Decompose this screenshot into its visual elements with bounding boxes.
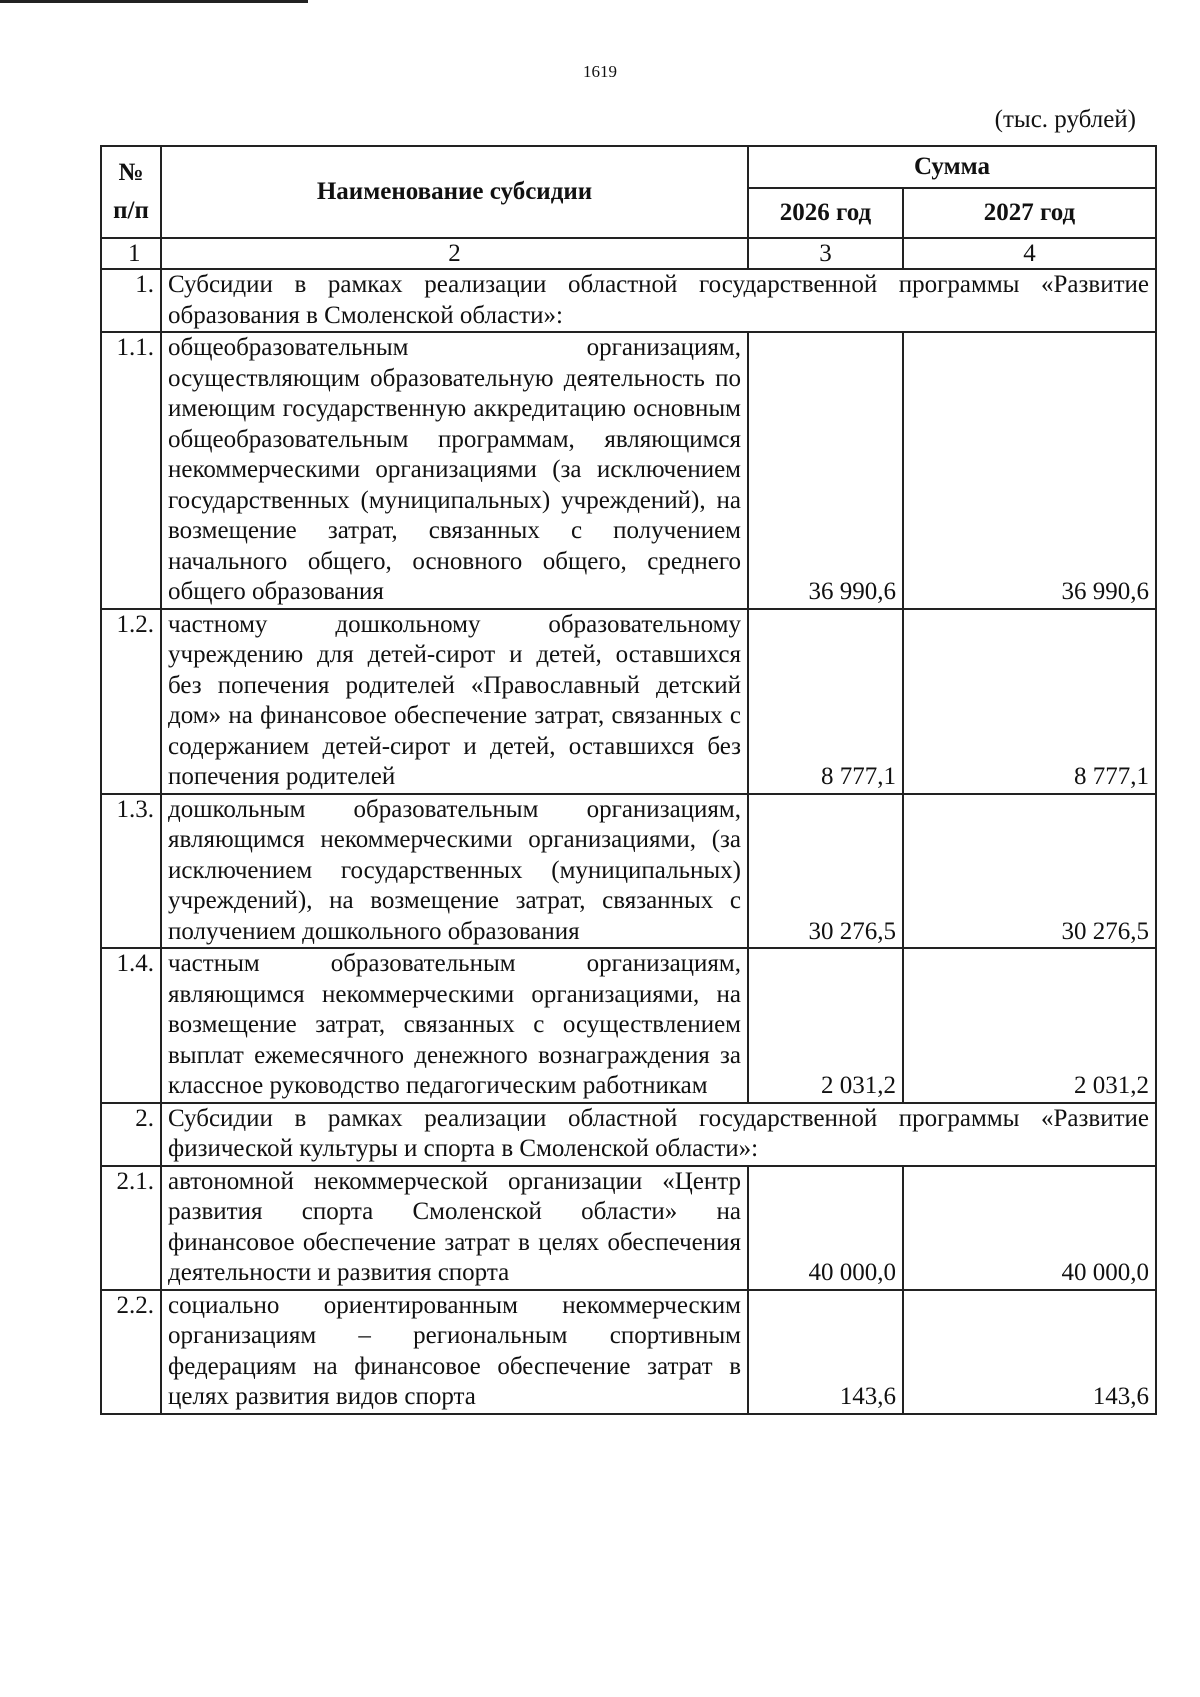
- table-row: [101, 794, 1156, 949]
- amount-2026: 2 031,2: [748, 948, 903, 1103]
- row-number: 1.2.: [101, 609, 161, 794]
- subsidy-name: частному дошкольному образовательному учреждению для детей-сирот и детей, оставшихся без попечения родителей «Православный детский дом» на финансовое обеспечение затрат, связанных с содержанием детей-сирот и детей, оставшихся без попечения родителей: [161, 609, 748, 794]
- amount-2027: 30 276,5: [903, 794, 1156, 949]
- header-number: № п/п: [101, 146, 161, 238]
- section-title: Субсидии в рамках реализации областной государственной программы «Развитие образования в Смоленской области»:: [161, 269, 1156, 332]
- header-sum: Сумма: [748, 146, 1156, 188]
- table-row: [101, 948, 1156, 1103]
- subsidy-name: социально ориентированным некоммерческим организациям – региональным спортивным федерациям на финансовое обеспечение затрат в целях развития видов спорта: [161, 1290, 748, 1414]
- subsidies-table: [100, 145, 1157, 1415]
- header-row: [101, 146, 1156, 188]
- subsidy-name: общеобразовательным организациям, осуществляющим образовательную деятельность по имеющим государственную аккредитацию основным общеобразовательным программам, являющимся некоммерческими организациями (за исключением государственных (муниципальных) учреждений), на возмещение затрат, связанных с получением начального общего, основного общего, среднего общего образования: [161, 332, 748, 609]
- index-row: [101, 238, 1156, 269]
- index-cell: 4: [903, 238, 1156, 269]
- subsidy-name: дошкольным образовательным организациям, являющимся некоммерческими организациями, (за исключением государственных (муниципальных) учреждений), на возмещение затрат, связанных с получением дошкольного образования: [161, 794, 748, 949]
- subsidy-name: автономной некоммерческой организации «Центр развития спорта Смоленской области» на финансовое обеспечение затрат в целях обеспечения деятельности и развития спорта: [161, 1166, 748, 1290]
- section-title: Субсидии в рамках реализации областной государственной программы «Развитие физической культуры и спорта в Смоленской области»:: [161, 1103, 1156, 1166]
- row-number: 1.3.: [101, 794, 161, 949]
- table-row: [101, 332, 1156, 609]
- section-row: [101, 269, 1156, 332]
- row-number: 1.4.: [101, 948, 161, 1103]
- row-number: 1.: [101, 269, 161, 332]
- amount-2026: 143,6: [748, 1290, 903, 1414]
- amount-2026: 8 777,1: [748, 609, 903, 794]
- amount-2027: 143,6: [903, 1290, 1156, 1414]
- index-cell: 2: [161, 238, 748, 269]
- amount-2026: 30 276,5: [748, 794, 903, 949]
- amount-2027: 36 990,6: [903, 332, 1156, 609]
- section-row: [101, 1103, 1156, 1166]
- amount-2027: 40 000,0: [903, 1166, 1156, 1290]
- amount-2027: 8 777,1: [903, 609, 1156, 794]
- table-row: [101, 609, 1156, 794]
- header-year-2026: 2026 год: [748, 188, 903, 238]
- amount-2026: 36 990,6: [748, 332, 903, 609]
- header-year-2027: 2027 год: [903, 188, 1156, 238]
- amount-2027: 2 031,2: [903, 948, 1156, 1103]
- table-row: [101, 1290, 1156, 1414]
- header-name: Наименование субсидии: [161, 146, 748, 238]
- table-row: [101, 1166, 1156, 1290]
- amount-2026: 40 000,0: [748, 1166, 903, 1290]
- index-cell: 1: [101, 238, 161, 269]
- index-cell: 3: [748, 238, 903, 269]
- top-rule: [0, 0, 308, 3]
- subsidy-name: частным образовательным организациям, являющимся некоммерческими организациями, на возмещение затрат, связанных с осуществлением выплат ежемесячного денежного вознаграждения за классное руководство педагогическим работникам: [161, 948, 748, 1103]
- row-number: 2.: [101, 1103, 161, 1166]
- row-number: 1.1.: [101, 332, 161, 609]
- row-number: 2.2.: [101, 1290, 161, 1414]
- row-number: 2.1.: [101, 1166, 161, 1290]
- page-number: 1619: [583, 62, 617, 81]
- unit-note: (тыс. рублей): [994, 106, 1136, 133]
